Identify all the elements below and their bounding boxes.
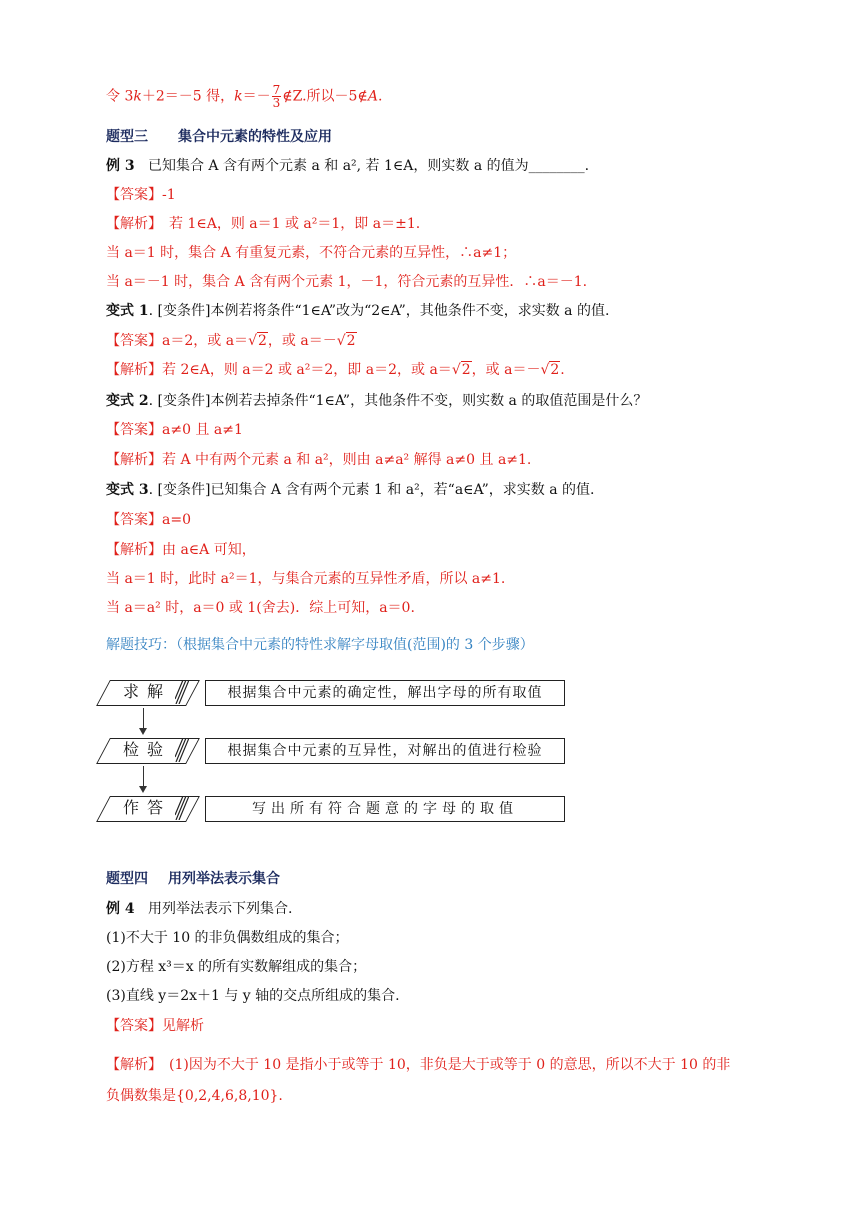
answer-value: a≠0 且 a≠1 bbox=[162, 422, 243, 438]
intro-text: ＋2＝－5 得， bbox=[141, 88, 235, 105]
variant-2-answer bbox=[106, 420, 243, 440]
steps-flowchart bbox=[103, 676, 565, 830]
sqrt-radicand: 2 bbox=[550, 362, 560, 378]
answer-text: a＝2，或 a＝ bbox=[162, 333, 249, 349]
tip-line bbox=[106, 635, 534, 655]
question-item: (3)直线 y＝2x＋1 与 y 轴的交点所组成的集合. bbox=[106, 988, 400, 1004]
example-3-question bbox=[106, 156, 589, 176]
variant-1-question bbox=[106, 301, 609, 321]
example-4-question bbox=[106, 899, 292, 919]
example-4-answer bbox=[106, 1016, 204, 1036]
section-title: 集合中元素的特性及应用 bbox=[178, 129, 332, 145]
variant-2-solution bbox=[106, 450, 531, 470]
flow-step-description: 根据集合中元素的确定性，解出字母的所有取值 bbox=[205, 680, 565, 706]
variant-2-question bbox=[106, 391, 647, 411]
answer-tag: 【答案】 bbox=[106, 512, 162, 528]
flow-arrow bbox=[143, 708, 144, 730]
solution-line: 负偶数集是{0,2,4,6,8,10}. bbox=[106, 1088, 283, 1104]
answer-value: a=0 bbox=[162, 512, 191, 528]
example-label: 例 4 bbox=[106, 901, 135, 917]
answer-value: -1 bbox=[162, 187, 176, 203]
tip-label: 解题技巧： bbox=[106, 637, 176, 653]
question-item: (1)不大于 10 的非负偶数组成的集合； bbox=[106, 930, 349, 946]
answer-tag: 【答案】 bbox=[106, 187, 162, 203]
variant-label: 变式 2 bbox=[106, 393, 149, 409]
section-heading bbox=[106, 869, 280, 889]
solution-line: 【解析】由 a∈A 可知， bbox=[106, 542, 256, 558]
flow-step-label: 检验 bbox=[122, 740, 171, 759]
solution-tag: 【解析】 bbox=[106, 362, 162, 378]
fraction bbox=[272, 84, 282, 109]
fraction-denominator: 3 bbox=[272, 96, 281, 110]
variant-text: . [变条件]已知集合 A 含有两个元素 1 和 a²，若“a∈A”，求实数 a 的值. bbox=[148, 482, 595, 498]
section-label: 题型四 bbox=[106, 871, 148, 887]
flow-step-label: 求解 bbox=[122, 682, 171, 701]
solution-line: 【解析】 (1)因为不大于 10 是指小于或等于 10，非负是大于或等于 0 的意思，所以不大于 10 的非 bbox=[106, 1057, 731, 1073]
flow-step-description: 写出所有符合题意的字母的取值 bbox=[205, 796, 565, 822]
sqrt-radicand: 2 bbox=[346, 333, 356, 349]
sqrt-radicand: 2 bbox=[257, 333, 267, 349]
answer-text: ，或 a＝－ bbox=[267, 333, 337, 349]
question-item: (2)方程 x³＝x 的所有实数解组成的集合； bbox=[106, 959, 367, 975]
example-3-answer bbox=[106, 185, 176, 205]
variant-label: 变式 3 bbox=[106, 482, 149, 498]
intro-text: ∉Z.所以－5∉ bbox=[282, 88, 368, 105]
intro-var: k bbox=[234, 88, 243, 105]
intro-text: ＝－ bbox=[242, 88, 271, 105]
intro-line bbox=[106, 84, 382, 109]
answer-tag: 【答案】 bbox=[106, 1018, 162, 1034]
solution-text: 若 A 中有两个元素 a 和 a²，则由 a≠a² 解得 a≠0 且 a≠1. bbox=[162, 452, 532, 468]
arrow-down-icon bbox=[139, 786, 147, 793]
solution-text: ，或 a＝－ bbox=[471, 362, 541, 378]
arrow-down-icon bbox=[139, 728, 147, 735]
solution-text: . bbox=[560, 362, 565, 378]
answer-value: 见解析 bbox=[162, 1018, 204, 1034]
solution-tag: 【解析】 bbox=[106, 452, 162, 468]
example-label: 例 3 bbox=[106, 158, 135, 174]
example-text: 已知集合 A 含有两个元素 a 和 a², 若 1∈A，则实数 a 的值为________. bbox=[147, 158, 590, 174]
intro-text: 令 3 bbox=[106, 88, 134, 105]
fraction-numerator: 7 bbox=[272, 83, 281, 97]
flow-step-label: 作答 bbox=[122, 798, 171, 817]
answer-tag: 【答案】 bbox=[106, 422, 162, 438]
tip-text: （根据集合中元素的特性求解字母取值(范围)的 3 个步骤） bbox=[176, 637, 534, 653]
solution-line: 当 a＝－1 时，集合 A 含有两个元素 1，－1，符合元素的互异性．∴a＝－1. bbox=[106, 274, 588, 290]
flow-step-description: 根据集合中元素的互异性，对解出的值进行检验 bbox=[205, 738, 565, 764]
solution-line: 当 a＝a² 时，a＝0 或 1(舍去)．综上可知，a＝0. bbox=[106, 600, 415, 616]
variant-label: 变式 1 bbox=[106, 303, 149, 319]
intro-var: A bbox=[367, 88, 378, 105]
variant-1-solution: 【解析】若 2∈A，则 a＝2 或 a²＝2，即 a＝2，或 a＝√2，或 a＝－√2. bbox=[106, 362, 565, 378]
variant-3-answer bbox=[106, 510, 191, 530]
flow-arrow bbox=[143, 766, 144, 788]
variant-text: . [变条件]本例若将条件“1∈A”改为“2∈A”，其他条件不变，求实数 a 的值. bbox=[148, 303, 610, 319]
answer-tag: 【答案】 bbox=[106, 333, 162, 349]
variant-text: . [变条件]本例若去掉条件“1∈A”，其他条件不变，则实数 a 的取值范围是什么？ bbox=[148, 393, 648, 409]
intro-var: k bbox=[133, 88, 142, 105]
section-label: 题型三 bbox=[106, 129, 148, 145]
solution-line: 当 a＝1 时，集合 A 有重复元素，不符合元素的互异性，∴a≠1； bbox=[106, 245, 517, 261]
variant-3-question bbox=[106, 480, 594, 500]
solution-text: 若 2∈A，则 a＝2 或 a²＝2，即 a＝2，或 a＝ bbox=[162, 362, 452, 378]
solution-line: 【解析】 若 1∈A，则 a＝1 或 a²＝1，即 a＝±1. bbox=[106, 216, 421, 232]
intro-text: . bbox=[377, 88, 383, 105]
section-heading bbox=[106, 127, 332, 147]
example-text: 用列举法表示下列集合. bbox=[147, 901, 293, 917]
variant-1-answer: 【答案】a＝2，或 a＝√2，或 a＝－√2 bbox=[106, 333, 356, 349]
sqrt-radicand: 2 bbox=[461, 362, 471, 378]
section-title: 用列举法表示集合 bbox=[168, 871, 280, 887]
solution-line: 当 a＝1 时，此时 a²＝1，与集合元素的互异性矛盾，所以 a≠1. bbox=[106, 571, 506, 587]
